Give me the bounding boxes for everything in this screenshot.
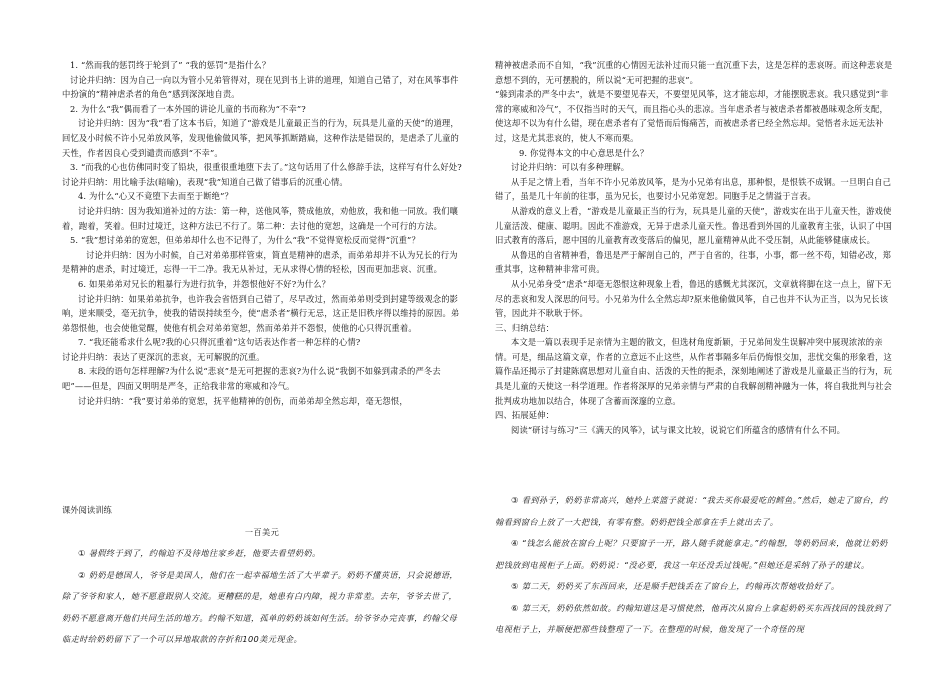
discussion-paragraph: 讨论并归纳：因为自己一向以为管小兄弟管得对，现在见到书上讲的道理，知道自己错了，对在风筝事件中扮演的“精神虐杀者的角色”感到深深地自责。	[62, 74, 459, 100]
discussion-paragraph: 讨论并归纳：“我”要讨弟弟的宽恕，抚平他精神的创伤，而弟弟却全然忘却，毫无怨恨，	[78, 395, 408, 406]
reading-exercise-section	[62, 500, 462, 651]
story-continuation	[495, 490, 895, 641]
discussion-paragraph: 6. 如果弟弟对兄长的粗暴行为进行抗争，并怨恨他好不好?为什么？	[78, 278, 331, 289]
discussion-paragraph: 从游戏的意义上看，“游戏是儿童最正当的行为，玩具是儿童的天使”，游戏实在出于儿童天性，游戏使儿童活泼、健康、聪明。因此不准游戏，无异于虐杀儿童天性。鲁迅看到外国的儿童教育主张，认识了中国旧式教育的落后，愿中国的儿童教育改变落后的偏见，愿儿童精神从此不受压制，从此能够健康成长。	[495, 205, 893, 246]
discussion-paragraph: 讨论并归纳：用比喻手法(暗喻)，表现“我”知道自己做了错事后的沉重心情。	[62, 176, 348, 187]
discussion-paragraph: 本文是一篇以表现手足亲情为主题的散文，但选材角度新颖，于兄弟间发生误解冲突中展现浓浓的亲情。可是，细品这篇文章，作者的立意远不止这些，从作者事隔多年后仍悔恨交加，悲忧交集的形象看，这篇作品还揭示了封建陈腐思想对儿童自由、活泼的天性的扼杀，深刻地阐述了游戏是儿童最正当的行为，玩具是儿童的天使这一科学道理。作者将深厚的兄弟亲情与严肃的自我解剖精神融为一体，将自我批判与社会批判成功地加以结合，体现了含蓄而深邃的立意。	[495, 337, 893, 406]
discussion-paragraph: 精神被虐杀而不自知，“我”沉重的心情因无法补过而只能一直沉重下去，这是怎样的悲哀呀。而这种悲哀是意想不到的，无可摆脱的，所以说“无可把握的悲哀”。	[495, 60, 893, 85]
discussion-paragraph: 从鲁迅的自省精神看，鲁迅是严于解剖自己的，严于自省的，往事，小事，都一丝不苟，知错必改，郑重其事，这种精神非常可贵。	[495, 249, 892, 275]
story-paragraphs-right	[495, 490, 895, 641]
discussion-paragraph: 讨论并归纳：如果弟弟抗争，也许我会省悟到自己错了，尽早改过，然而弟弟则受到封建等级观念的影响，逆来顺受，毫无抗争，使我的错误持续至今，使“虐杀者”横行无忌，这正是旧秩序得以维持的原因。弟弟怨恨他，也会使他觉醒，使他有机会对弟弟宽恕，然而弟弟并不怨恨，使他的心只得沉重着。	[62, 293, 460, 333]
discussion-paragraph: 1. “然而我的惩罚终于轮到了” “我的惩罚”是指什么？	[70, 60, 271, 70]
discussion-paragraph: 讨论并归纳：可以有多种理解。	[511, 162, 630, 173]
discussion-paragraph: 7. “我还能希求什么呢?我的心只得沉重着”这句话表达作者一种怎样的心情?	[78, 337, 361, 348]
discussion-paragraph: 4. 为什么“心又不竟堕下去而至于断绝”？	[78, 191, 233, 202]
story-paragraph: ⑥ 第三天，奶奶依然如故。约翰知道这是习惯使然，他再次从窗台上拿起奶奶买东西找回的钱放到了电视柜子上，并顺便把那些钱整理了一下。在整理的时候，他发现了一个奇怪的现	[495, 602, 892, 634]
discussion-paragraph: 讨论并归纳：因为小时候，自己对弟弟那样管束，简直是精神的虐杀，而弟弟却并不认为兄长的行为是精神的虐杀，时过境迁，忘得一干二净。我无从补过，无从求得心情的轻松，因而更加悲哀、沉重。	[62, 249, 458, 275]
discussion-paragraph: 5. “我”想讨弟弟的宽恕，但弟弟却什么也不记得了，为什么“我”不觉得宽松反而觉得“沉重”？	[70, 235, 420, 246]
story-paragraph: ① 暑假终于到了，约翰迫不及待地往家乡赶，他要去看望奶奶。	[78, 548, 321, 558]
story-title: 一百美元	[244, 526, 280, 537]
story-paragraphs-left	[62, 543, 462, 651]
discussion-paragraph: 8. 末段的语句怎样理解?为什么说“悲哀”是无可把握的悲哀?为什么说“我倒不如躲到肃杀的严冬去吧”——但是，四面又明明是严冬，正给我非常的寒威和冷气。	[62, 366, 441, 392]
story-paragraph: ⑤ 第二天，奶奶买了东西回来，还是顺手把钱丢在了窗台上，约翰再次帮她收拾好了。	[511, 581, 840, 591]
discussion-paragraph: 9. 你觉得本文的中心意思是什么？	[519, 147, 649, 158]
discussion-paragraph: 2. 为什么“我”偶而看了一本外国的讲论儿童的书而称为“不幸”?	[70, 103, 306, 114]
section-title: 课外阅读训练	[62, 505, 112, 515]
discussion-paragraph: 3. “而我的心也仿佛同时变了铅块，很重很重地堕下去了。”这句话用了什么修辞手法，这样写有什么好处?	[70, 162, 462, 173]
discussion-paragraph: 从小兄弟身受“虐杀”却毫无怨恨这种现象上看，鲁迅的感慨尤其深沉，文章就将脚在这一点上，留下无尽的悲哀和发人深思的问号。小兄弟为什么全然忘却?原来他偷做风筝，自己也并不认为正当，以为兄长该管，因此并不耿耿于怀。	[495, 278, 892, 319]
story-paragraph: ③ 看到孙子，奶奶非常高兴，她拎上菜篮子就说：“我去买你最爱吃的鳕鱼。”然后，她走了窗台，约翰看到窗台上放了一大把钱，有零有整。奶奶把钱全部拿在手上就出去了。	[495, 495, 888, 527]
discussion-paragraph: 讨论并归纳：因为我知道补过的方法：第一种，送他风筝，赞成他放，劝他放，我和他一同放。我们嚷着，跑着，笑着。但时过境迁，这种方法已不行了。第二种：去讨他的宽恕，这确是一个可行的方法。	[62, 205, 459, 231]
discussion-paragraph: 讨论并归纳：表达了更深沉的悲哀，无可解脱的沉重。	[62, 351, 265, 362]
right-column	[495, 58, 895, 437]
discussion-paragraph: 从手足之情上看，当年不许小兄弟放风筝，是为小兄弟有出息，那种恨，是恨铁不成钢。一旦明白自己错了，虽是几十年前的往事，虽为兄长，也要讨小兄弟宽恕。同胞手足之情溢于言表。	[495, 176, 892, 202]
story-paragraph: ④ “钱怎么能放在窗台上呢？只要窗子一开，路人随手就能拿走。”约翰想，等奶奶回来，他就让奶奶把钱放到电视柜子上面。奶奶说：“没必要，我这一年还没丢过钱呢。”但她还是采纳了孙子的建议。	[495, 538, 888, 570]
story-paragraph: ② 奶奶是德国人，爷爷是美国人，他们在一起幸福地生活了大半辈子。奶奶不懂英语，只会说德语，除了爷爷和家人，她不愿意跟别人交流。更糟糕的是，她患有白内障，视力非常差。去年，爷爷去世了，奶奶不愿意离开他们共同生活的地方。约翰不知道，孤单的奶奶该如何生活。给爷爷办完丧事，约翰父母临走时给奶奶留下了一个可以异地取款的存折和100美元现金。	[62, 569, 459, 644]
discussion-paragraph: 阅读“研讨与练习”三《满天的风筝》，试与课文比较，说说它们所蕴含的感情有什么不同。	[511, 424, 846, 435]
discussion-paragraph: 三、归纳总结：	[495, 322, 555, 333]
discussion-paragraph: 四、拓展延伸：	[495, 410, 555, 421]
left-column	[62, 58, 462, 408]
discussion-paragraph: “躲到肃杀的严冬中去”，就是不要望见春天，不要望见风筝，这才能忘却，才能摆脱悲哀。我只感觉到“非常的寒威和冷气”，不仅指当时的天气，而且指心头的悲凉。当年虐杀者与被虐杀者都被愚昧观念所支配，使这却不以为有什么错，现在虐杀者有了觉悟而后悔痛苦，而被虐杀者已经全然忘却。觉悟者永远无法补过，这是尤其悲哀的，使人不寒而栗。	[495, 89, 889, 143]
discussion-paragraph: 讨论并归纳：因为“我”看了这本书后，知道了“游戏是儿童最正当的行为，玩具是儿童的天使”的道理，回忆及小时候不许小兄弟放风筝，发现他偷做风筝，把风筝抓断踏扁，这种作法是错误的，是虐杀了儿童的天性，作者因良心受到谴责而感到“不幸”。	[62, 118, 460, 158]
